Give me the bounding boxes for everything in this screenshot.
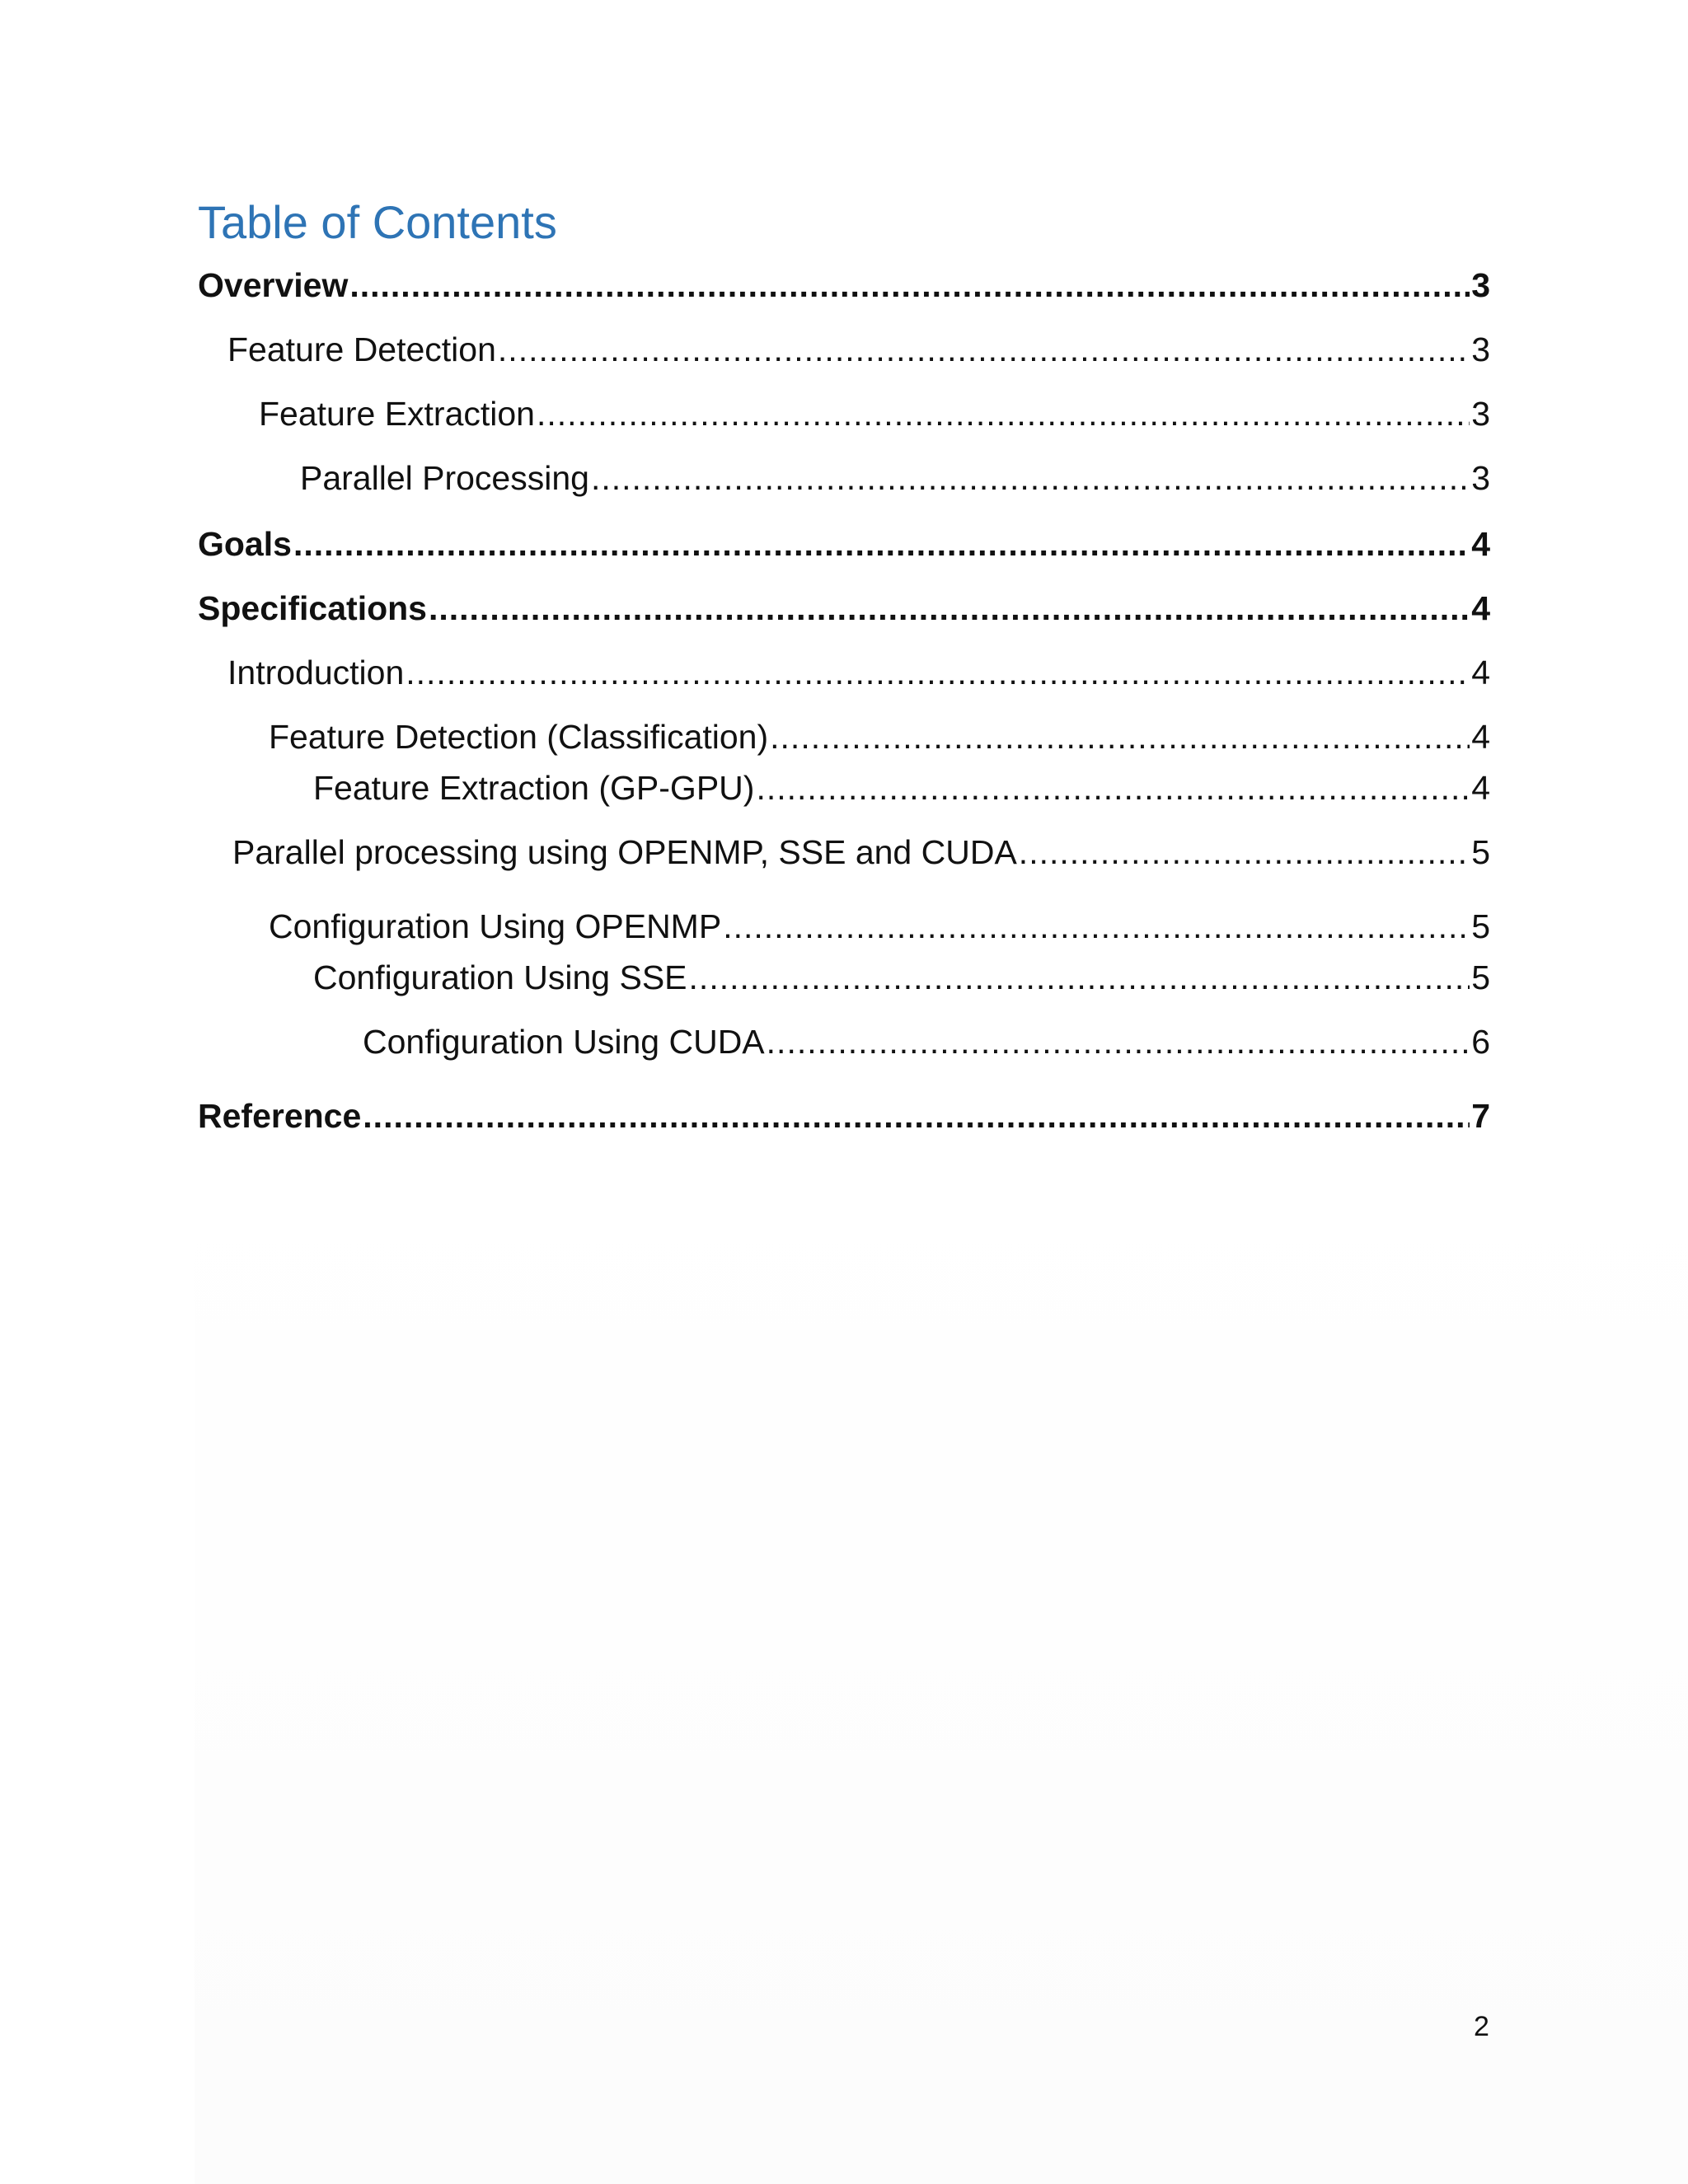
toc-entry-page: 3: [1471, 459, 1490, 497]
page-background: [195, 1154, 1688, 2184]
toc-dot-leader: [363, 1099, 1470, 1133]
toc-entry-label: Overview: [198, 266, 349, 304]
toc-entry-configuration-openmp[interactable]: [269, 907, 1490, 949]
toc-entry-reference[interactable]: [198, 1099, 1490, 1139]
toc-entry-label: Feature Detection: [227, 330, 496, 368]
toc-dot-leader: [537, 397, 1470, 431]
toc-entry-page: 4: [1471, 654, 1490, 691]
toc-dot-leader: [293, 527, 1470, 561]
toc-entry-feature-extraction-gpgpu[interactable]: [313, 771, 1490, 811]
toc-dot-leader: [756, 771, 1470, 805]
toc-entry-introduction[interactable]: [227, 656, 1490, 696]
toc-dot-leader: [770, 720, 1470, 754]
toc-entry-label: Parallel Processing: [300, 459, 589, 497]
toc-entry-page: 5: [1471, 907, 1490, 945]
toc-dot-leader: [689, 961, 1470, 995]
toc-entry-feature-extraction[interactable]: [259, 397, 1490, 437]
toc-entry-label: Feature Detection (Classification): [269, 718, 769, 756]
toc-entry-page: 3: [1471, 395, 1490, 433]
page-number: 2: [1474, 2011, 1489, 2042]
toc-dot-leader: [349, 269, 1470, 302]
toc-entry-label: Introduction: [227, 654, 405, 691]
toc-entry-page: 5: [1471, 833, 1490, 871]
toc-entry-page: 6: [1471, 1023, 1490, 1061]
toc-dot-leader: [429, 592, 1470, 626]
toc-entry-label: Configuration Using CUDA: [363, 1023, 765, 1061]
toc-entry-page: 4: [1471, 589, 1490, 627]
toc-entry-specifications[interactable]: [198, 589, 1490, 631]
toc-entry-page: 5: [1471, 958, 1490, 996]
toc-dot-leader: [591, 462, 1470, 495]
toc-entry-parallel-processing-openmp-sse-cuda[interactable]: [232, 833, 1490, 875]
toc-entry-page: 3: [1471, 330, 1490, 368]
toc-entry-page: 7: [1471, 1097, 1490, 1135]
toc-entry-label: Parallel processing using OPENMP, SSE and CUDA: [232, 833, 1017, 871]
toc-entry-label: Goals: [198, 525, 292, 563]
toc-entry-configuration-sse[interactable]: [313, 958, 1490, 1001]
toc-entry-overview[interactable]: [198, 266, 1490, 308]
toc-dot-leader: [723, 910, 1470, 944]
toc-entry-label: Feature Extraction (GP-GPU): [313, 769, 755, 807]
toc-entry-page: 4: [1471, 718, 1490, 756]
toc-entry-label: Specifications: [198, 589, 427, 627]
toc-entry-label: Feature Extraction: [259, 395, 535, 433]
toc-entry-label: Configuration Using OPENMP: [269, 907, 722, 945]
toc-dot-leader: [406, 656, 1470, 690]
toc-dot-leader: [1019, 836, 1470, 869]
toc-entry-feature-detection-classification[interactable]: [269, 720, 1490, 760]
toc-entry-page: 4: [1471, 525, 1490, 563]
toc-entry-goals[interactable]: [198, 527, 1490, 567]
toc-entry-page: 3: [1471, 266, 1490, 304]
toc-entry-feature-detection[interactable]: [227, 330, 1490, 373]
toc-dot-leader: [498, 333, 1470, 367]
toc-title: Table of Contents: [198, 196, 557, 248]
toc-dot-leader: [767, 1025, 1470, 1059]
toc-entry-parallel-processing[interactable]: [300, 459, 1490, 501]
toc-entry-label: Configuration Using SSE: [313, 958, 687, 996]
toc-entry-page: 4: [1471, 769, 1490, 807]
toc-entry-label: Reference: [198, 1097, 362, 1135]
toc-entry-configuration-cuda[interactable]: [363, 1025, 1490, 1065]
